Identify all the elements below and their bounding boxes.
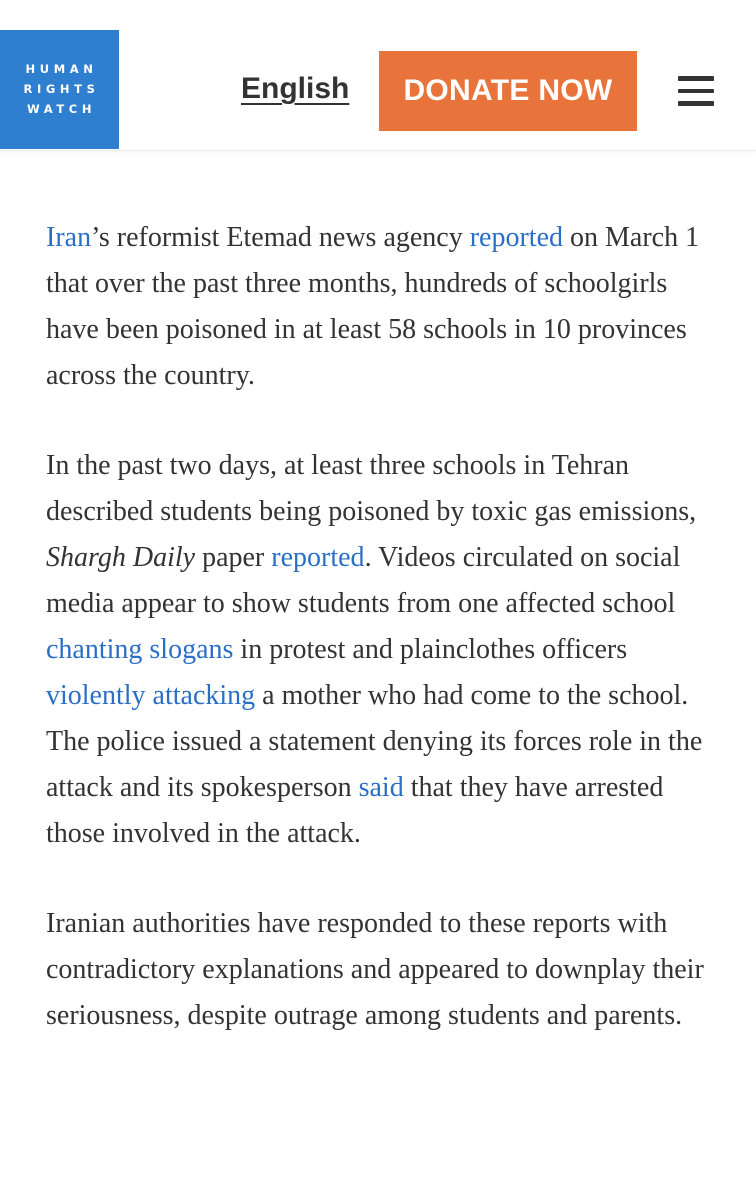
article-body bbox=[46, 215, 726, 1083]
link-reported-shargh[interactable]: reported bbox=[271, 542, 365, 573]
menu-bar bbox=[678, 101, 714, 106]
link-iran[interactable]: Iran bbox=[46, 222, 92, 253]
menu-bar bbox=[678, 89, 714, 94]
text: a mother who had come to the school. The police issued a statement denying its forces role in the attack and its spokesperson bbox=[46, 680, 703, 803]
article-paragraph-1 bbox=[46, 215, 726, 399]
link-violently-attacking[interactable]: violently attacking bbox=[46, 680, 256, 711]
link-said[interactable]: said bbox=[358, 772, 404, 803]
menu-bar bbox=[678, 76, 714, 81]
text: on March 1 that over the past three months, hundreds of schoolgirls have been poisoned in at least 58 schools in 10 provinces across the country. bbox=[46, 222, 700, 391]
donate-button[interactable]: DONATE NOW bbox=[379, 51, 637, 131]
paper-name: Shargh Daily bbox=[46, 542, 196, 573]
article-paragraph-2 bbox=[46, 443, 726, 857]
text: In the past two days, at least three schools in Tehran described students being poisoned by toxic gas emissions, bbox=[46, 450, 697, 527]
article-paragraph-3 bbox=[46, 901, 726, 1039]
text: in protest and plainclothes officers bbox=[233, 634, 628, 665]
language-selector[interactable]: English bbox=[241, 72, 350, 105]
text: Iranian authorities have responded to these reports with contradictory explanations and appeared to downplay their seriousness, despite outrage among students and parents. bbox=[46, 908, 704, 1031]
link-chanting-slogans[interactable]: chanting slogans bbox=[46, 634, 234, 665]
text: that they have arrested those involved in the attack. bbox=[46, 772, 664, 849]
hamburger-menu-icon[interactable] bbox=[676, 72, 716, 112]
logo-line-watch: WATCH bbox=[26, 102, 97, 116]
text: ’s reformist Etemad news agency bbox=[91, 222, 470, 253]
logo-line-human: HUMAN bbox=[25, 62, 98, 76]
site-header bbox=[0, 0, 756, 151]
link-reported-etemad[interactable]: reported bbox=[469, 222, 564, 253]
text: paper bbox=[195, 542, 272, 573]
hrw-logo[interactable] bbox=[0, 30, 119, 149]
logo-line-rights: RIGHTS bbox=[23, 82, 100, 96]
text: . Videos circulated on social media appear to show students from one affected school bbox=[46, 542, 681, 619]
